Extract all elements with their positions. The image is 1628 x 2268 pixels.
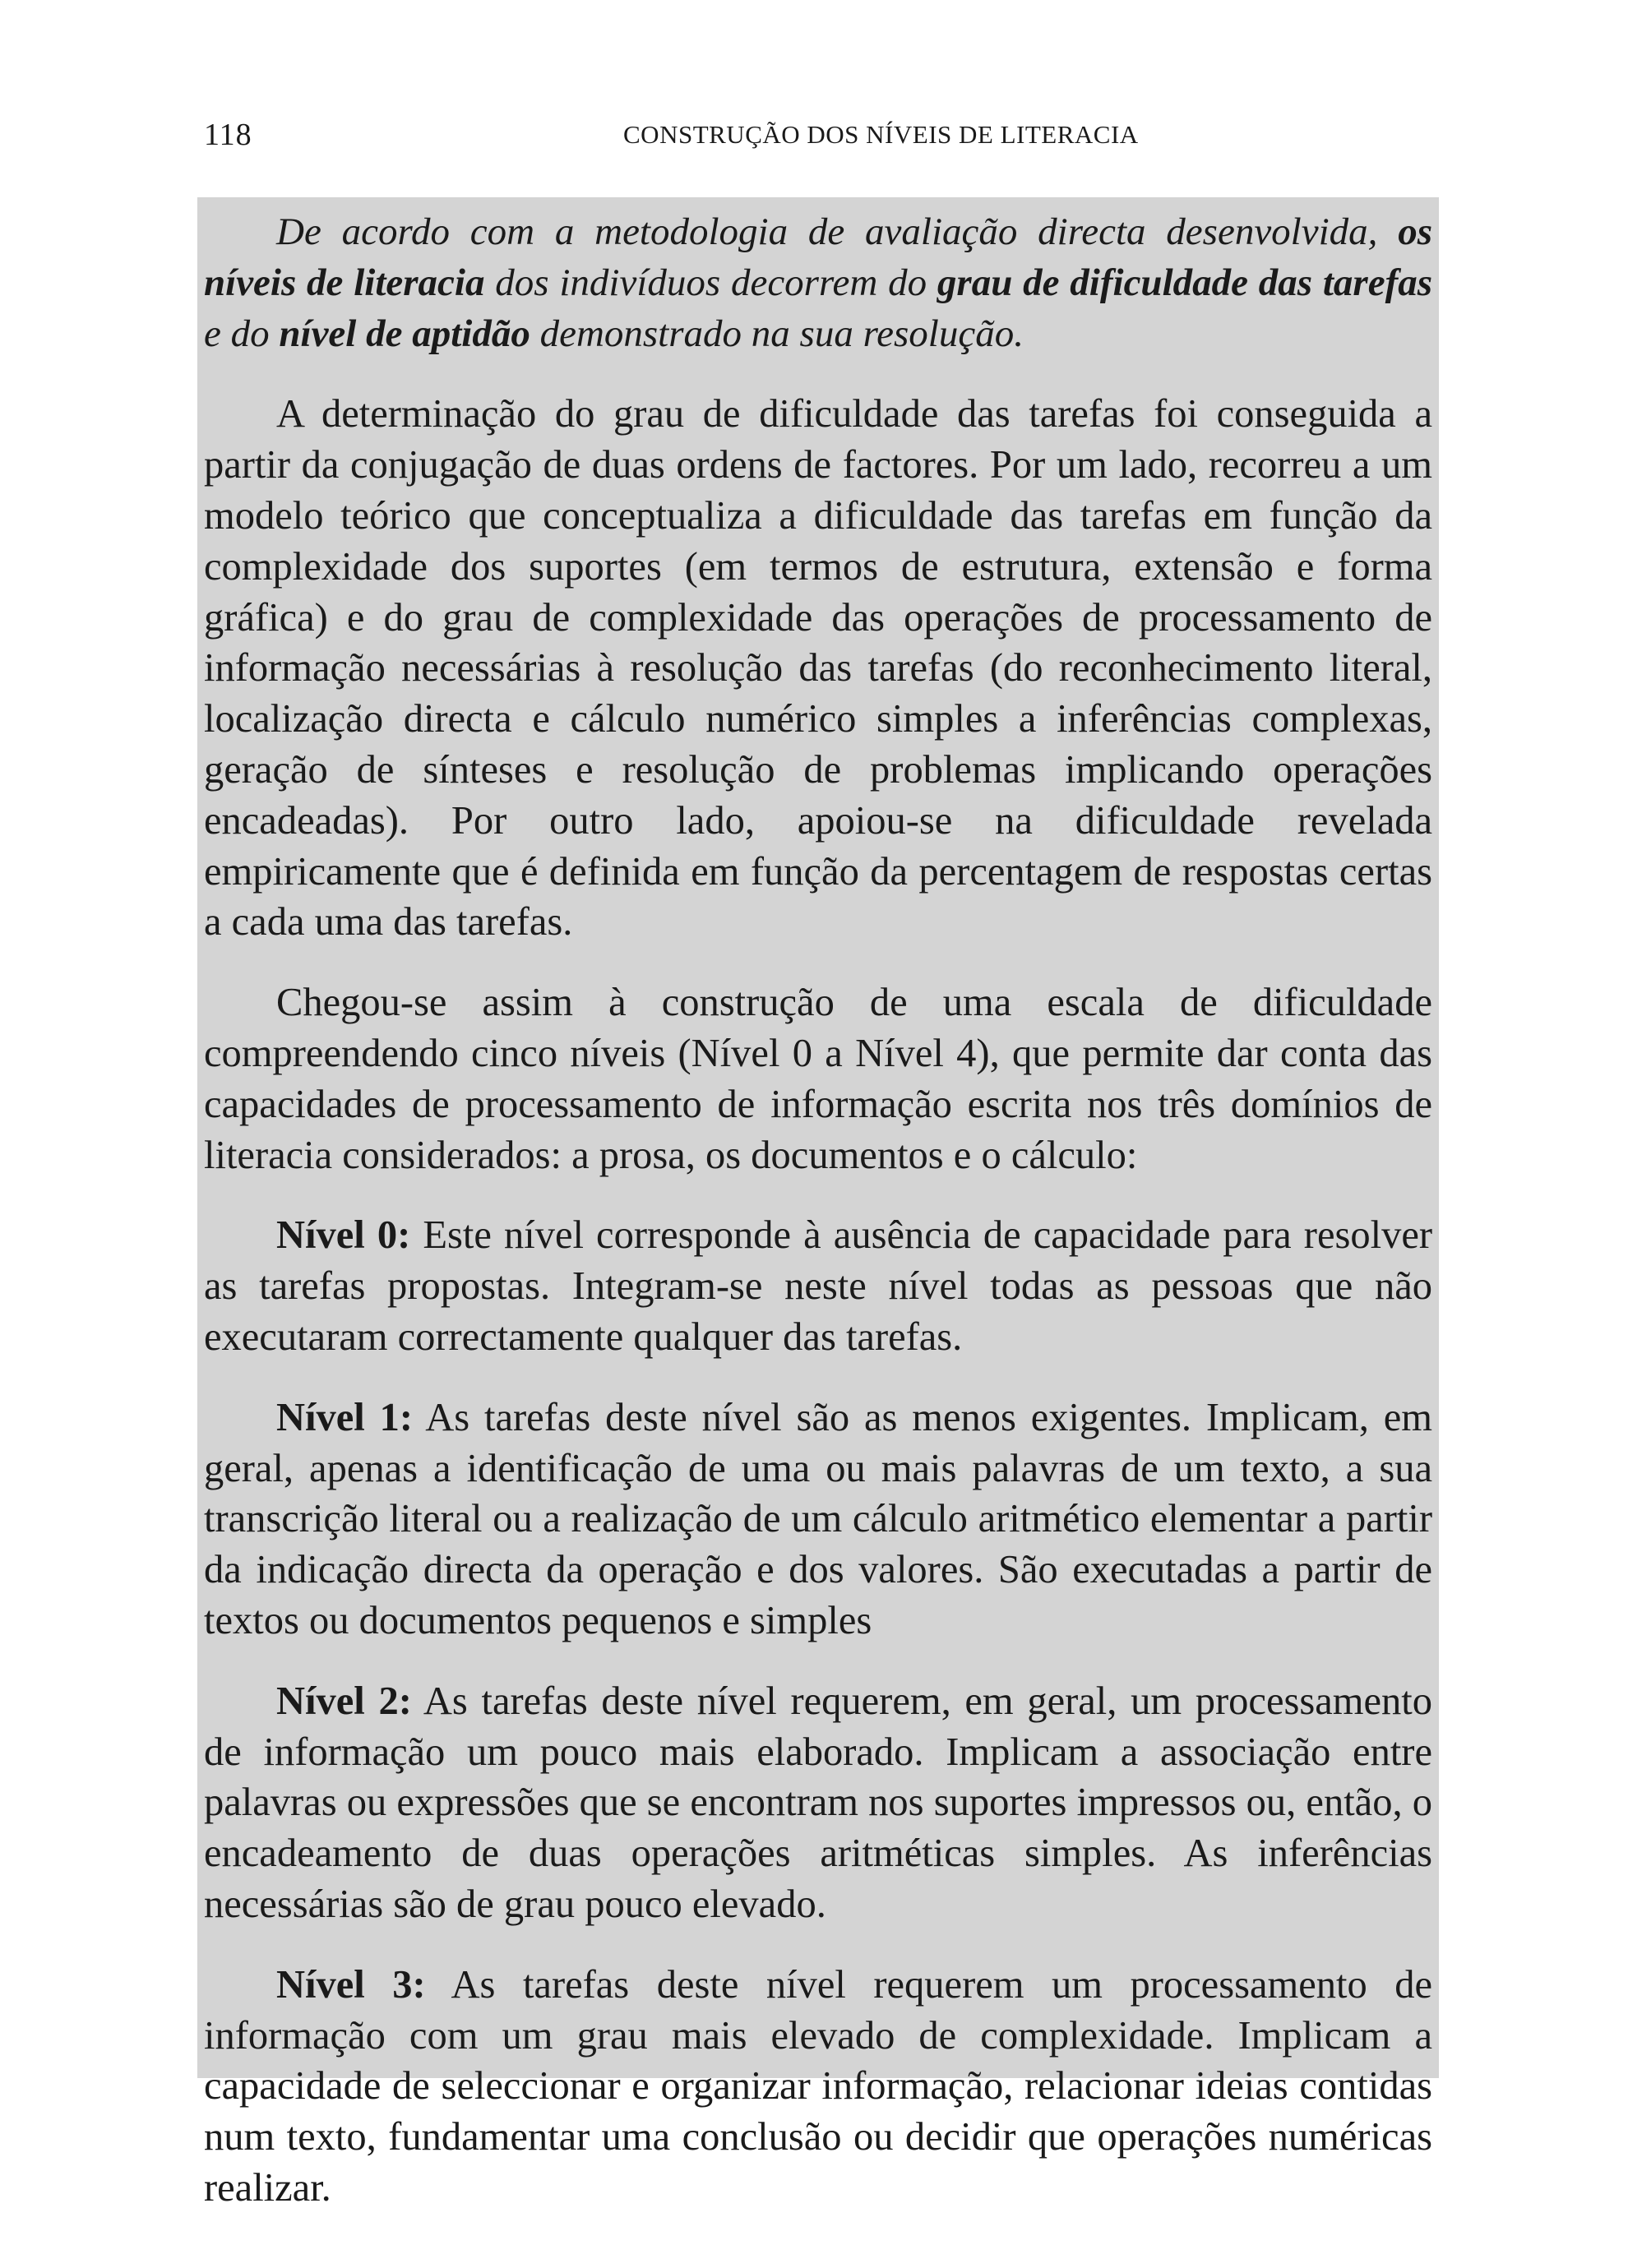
intro-text-2: dos indivíduos decorrem do — [484, 261, 937, 304]
intro-bold-2: grau de dificuldade das tarefas — [937, 261, 1433, 304]
level-0-paragraph — [204, 1210, 1432, 1362]
intro-paragraph — [204, 207, 1432, 359]
level-2-text: As tarefas deste nível requerem, em geral, um processamento de informação um pouco mais elaborado. Implicam a associação entre palavras ou expressões que se encontram nos suportes impressos ou, então, o encadeamento de duas operações aritméticas simples. As inferências necessárias são de grau pouco elevado. — [204, 1679, 1432, 1926]
intro-text-1: De acordo com a metodologia de avaliação directa desenvolvida, — [276, 210, 1399, 253]
level-1-label: Nível 1: — [276, 1395, 414, 1439]
intro-text-4: demonstrado na sua resolução. — [530, 312, 1024, 355]
page-body — [204, 207, 1432, 2243]
level-1-paragraph — [204, 1393, 1432, 1647]
intro-bold-1: os níveis de literacia — [204, 210, 1432, 304]
intro-bold-3: nível de aptidão — [279, 312, 530, 355]
level-2-label: Nível 2: — [276, 1679, 412, 1723]
level-3-label: Nível 3: — [276, 1962, 426, 2007]
level-0-text: Este nível corresponde à ausência de capacidade para resolver as tarefas propostas. Integram-se neste nível todas as pessoas que não executaram correctamente qualquer das tarefas. — [204, 1213, 1432, 1359]
intro-text-3: e do — [204, 312, 280, 355]
level-3-text: As tarefas deste nível requerem um processamento de informação com um grau mais elevado de complexidade. Implicam a capacidade de seleccionar e organizar informação, relacionar ideias contidas num texto, fundamentar uma conclusão ou decidir que operações numéricas realizar. — [204, 1962, 1433, 2210]
level-1-text: As tarefas deste nível são as menos exigentes. Implicam, em geral, apenas a identificação de uma ou mais palavras de um texto, a sua transcrição literal ou a realização de um cálculo aritmético elementar a partir da indicação directa da operação e dos valores. São executadas a partir de textos ou documentos pequenos e simples — [204, 1395, 1432, 1642]
level-3-paragraph — [204, 1960, 1432, 2214]
level-0-label: Nível 0: — [276, 1213, 411, 1258]
running-head: CONSTRUÇÃO DOS NÍVEIS DE LITERACIA — [623, 120, 1139, 149]
page-header — [204, 117, 1437, 166]
page-number: 118 — [204, 118, 252, 152]
level-2-paragraph — [204, 1676, 1432, 1930]
paragraph-difficulty: A determinação do grau de dificuldade das tarefas foi conseguida a partir da conjugação de duas ordens de factores. Por um lado, recorreu a um modelo teórico que conceptualiza a dificuldade das tarefas em função da complexidade dos suportes (em termos de estrutura, extensão e forma gráfica) e do grau de complexidade das operações de processamento de informação necessárias à resolução das tarefas (do reconhecimento literal, localização directa e cálculo numérico simples a inferências complexas, geração de sínteses e resolução de problemas implicando operações encadeadas). Por outro lado, apoiou-se na dificuldade revelada empiricamente que é definida em função da percentagem de respostas certas a cada uma das tarefas. — [204, 392, 1432, 945]
paragraph-scale: Chegou-se assim à construção de uma escala de dificuldade compreendendo cinco níveis (Nível 0 a Nível 4), que permite dar conta das capacidades de processamento de informação escrita nos três domínios de literacia considerados: a prosa, os documentos e o cálculo: — [204, 981, 1432, 1177]
